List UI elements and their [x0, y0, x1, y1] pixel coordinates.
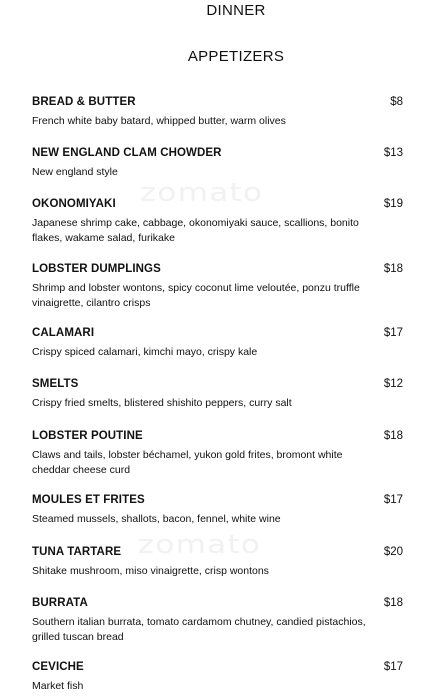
- section-title: APPETIZERS: [187, 48, 285, 65]
- item-name: CALAMARI: [32, 327, 95, 339]
- menu-item: [32, 493, 402, 527]
- item-name: CEVICHE: [32, 661, 84, 673]
- menu-item: [32, 429, 402, 478]
- item-description: Shitake mushroom, miso vinaigrette, crisp wontons: [32, 565, 269, 577]
- item-price: $17: [383, 494, 403, 506]
- menu-item: [32, 95, 402, 129]
- menu-item: [32, 545, 402, 579]
- item-name: SMELTS: [32, 378, 79, 390]
- item-description: Claws and tails, lobster béchamel, yukon gold frites, bromont white cheddar cheese curd: [32, 449, 343, 476]
- menu-title: DINNER: [206, 2, 266, 19]
- menu-item: [32, 262, 402, 311]
- item-name: BURRATA: [32, 597, 88, 609]
- item-name: BREAD & BUTTER: [32, 96, 136, 108]
- item-name: LOBSTER DUMPLINGS: [32, 263, 161, 275]
- item-price: $17: [383, 327, 403, 339]
- item-name: OKONOMIYAKI: [32, 198, 116, 210]
- item-name: LOBSTER POUTINE: [32, 430, 143, 442]
- watermark-top: zomato: [139, 178, 264, 208]
- item-description: Shrimp and lobster wontons, spicy coconut lime veloutée, ponzu truffle vinaigrette, cilantro crisps: [32, 282, 360, 309]
- item-price: $17: [383, 661, 403, 673]
- item-name: TUNA TARTARE: [32, 546, 122, 558]
- item-name: NEW ENGLAND CLAM CHOWDER: [32, 147, 222, 159]
- item-price: $20: [383, 546, 403, 558]
- item-description: Southern italian burrata, tomato cardamom chutney, candied pistachios, grilled tuscan bread: [32, 616, 366, 643]
- item-price: $18: [383, 263, 403, 275]
- menu-item: [32, 326, 402, 360]
- menu-item: [32, 197, 402, 246]
- item-description: New england style: [32, 166, 118, 178]
- item-description: Market fish: [32, 680, 84, 692]
- item-price: $13: [383, 147, 403, 159]
- item-price: $8: [390, 96, 403, 108]
- item-price: $12: [383, 378, 403, 390]
- item-description: French white baby batard, whipped butter, warm olives: [32, 115, 286, 127]
- item-description: Crispy spiced calamari, kimchi mayo, crispy kale: [32, 346, 258, 358]
- item-description: Crispy fried smelts, blistered shishito peppers, curry salt: [32, 397, 292, 409]
- menu-item: [32, 377, 402, 411]
- watermark-bottom: zomato: [137, 530, 262, 560]
- item-name: MOULES ET FRITES: [32, 494, 145, 506]
- menu-item: [32, 596, 402, 645]
- item-description: Japanese shrimp cake, cabbage, okonomiyaki sauce, scallions, bonito flakes, wakame salad, furikake: [32, 217, 359, 244]
- item-price: $18: [383, 430, 403, 442]
- item-price: $19: [383, 198, 403, 210]
- menu-item: [32, 660, 402, 694]
- item-description: Steamed mussels, shallots, bacon, fennel, white wine: [32, 513, 281, 525]
- menu-item: [32, 146, 402, 180]
- item-price: $18: [383, 597, 403, 609]
